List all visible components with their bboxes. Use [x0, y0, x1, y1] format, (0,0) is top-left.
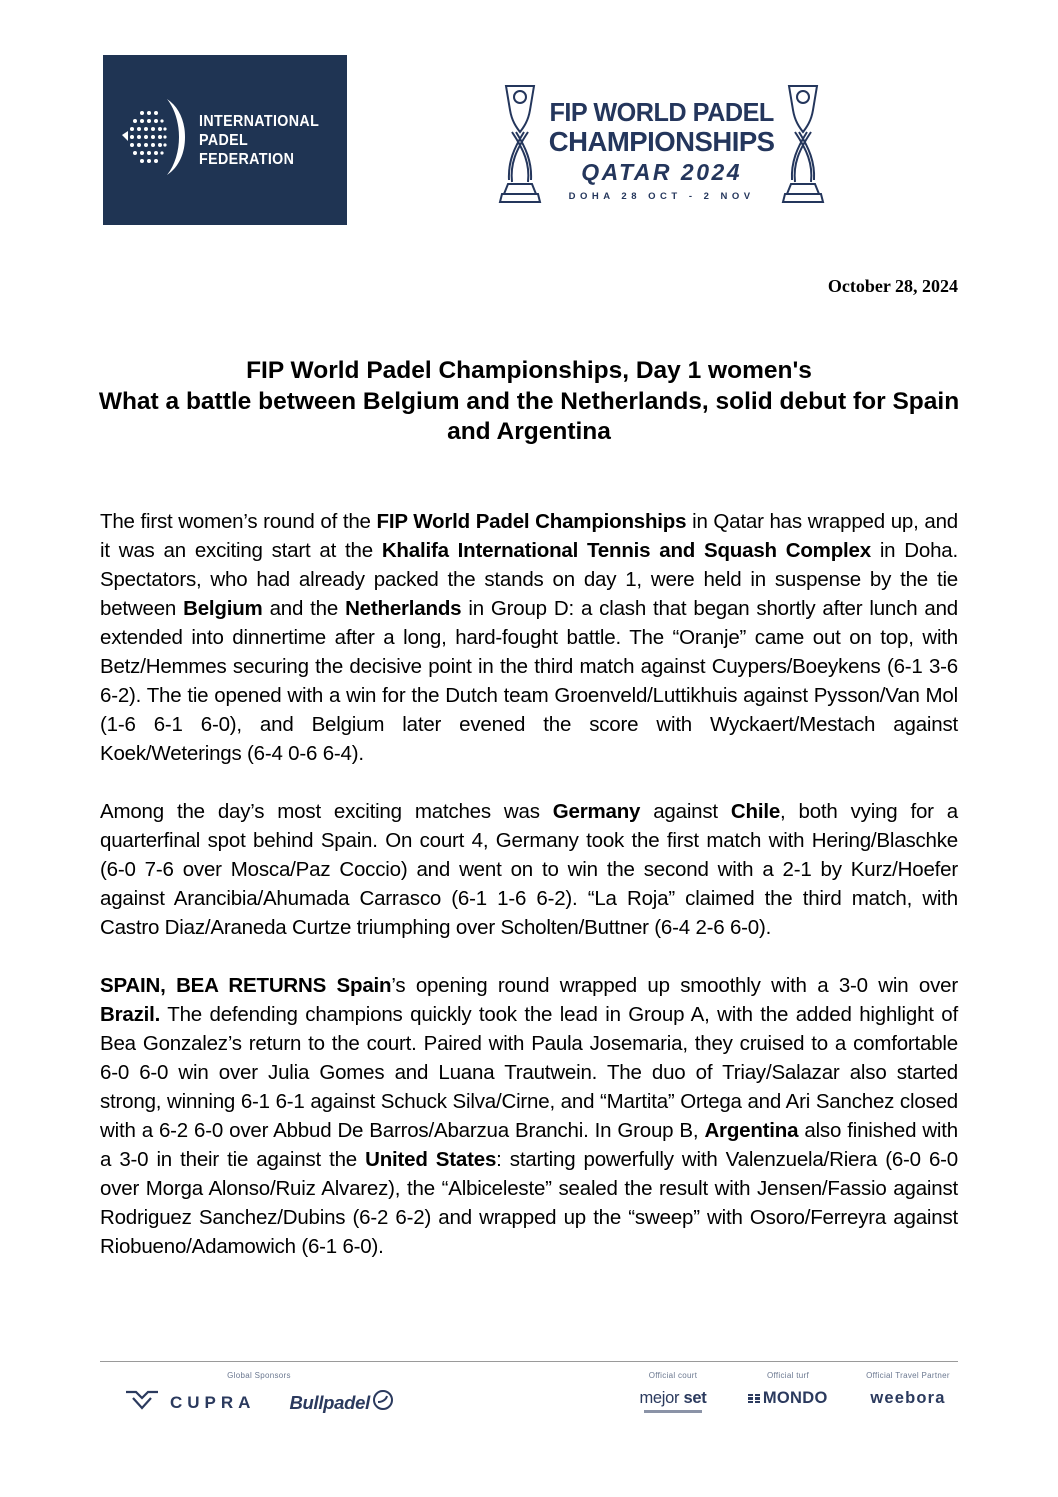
- title-line-3: and Argentina: [447, 418, 611, 445]
- ipf-line-2: PADEL: [198, 131, 248, 149]
- official-travel-partner-label: Official Travel Partner: [866, 1371, 950, 1380]
- ipf-logo-text: [199, 112, 319, 169]
- footer-divider: [100, 1361, 958, 1362]
- event-line-1: FIP WORLD PADEL: [549, 96, 774, 127]
- event-line-2: CHAMPIONSHIPS: [548, 125, 775, 157]
- bullpadel-emblem-icon: [372, 1389, 394, 1416]
- bullpadel-logo: [289, 1389, 394, 1416]
- paragraph-3: SPAIN, BEA RETURNS Spain’s opening round wrapped up smoothly with a 3-0 win over Brazil. The defending champions quickly took the lead in Group A, with the added highlight of Bea Gonzalez’s return to the court. Paired with Paula Josemaria, they cruised to a comfortable 6-0 6-0 win over Julia Gomes and Luana Trautwein. The duo of Triay/Salazar also started strong, winning 6-1 6-1 against Schuck Silva/Cirne, and “Martita” Ortega and Ari Sanchez closed with a 6-2 6-0 over Abbud De Barros/Abarzua Branchi. In Group B, Argentina also finished with a 3-0 in their tie against the United States: starting powerfully with Valenzuela/Riera (6-0 6-0 over Morga Alonso/Ruiz Alvarez), the “Albiceleste” sealed the result with Jensen/Fassio against Rodriguez Sanchez/Dubins (6-2 6-2) and wrapped up the “sweep” with Osoro/Ferreyra against Riobueno/Adamowich (6-1 6-0).: [100, 974, 958, 1258]
- cupra-wordmark: CUPRA: [169, 1392, 256, 1412]
- mondo-logo: [736, 1389, 840, 1408]
- article-body: [100, 507, 958, 1290]
- document-date: October 28, 2024: [827, 276, 958, 296]
- global-sponsors-label: Global Sponsors: [227, 1371, 291, 1380]
- cupra-logo: [124, 1389, 255, 1416]
- mejorset-word-2: set: [683, 1389, 707, 1407]
- ipf-dots-icon: [121, 97, 187, 184]
- sponsor-group-court: [612, 1371, 734, 1413]
- mejorset-word-1: mejor: [639, 1389, 680, 1407]
- event-line-4: DOHA 28 OCT - 2 NOV: [568, 191, 755, 202]
- event-logo-text: [546, 96, 777, 202]
- paragraph-1: The first women’s round of the FIP World Padel Championships in Qatar has wrapped up, and it was an exciting start at the Khalifa International Tennis and Squash Complex in Doha. Spectators, who had already packed the stands on day 1, were held in suspense by the tie between Belgium and the Netherlands in Group D: a clash that began shortly after lunch and extended into dinnertime after a long, hard-fought battle. The “Oranje” came out on top, with Betz/Hemmes securing the decisive point in the third match against Cuypers/Boeykens (6-1 3-6 6-2). The tie opened with a win for the Dutch team Groenveld/Luttikhuis against Pysson/Van Mol (1-6 6-1 6-0), and Belgium later evened the score with Wyckaert/Mestach against Koek/Weterings (6-4 0-6 6-4).: [100, 510, 958, 765]
- event-logo: [494, 80, 820, 220]
- sponsor-group-global: [100, 1371, 418, 1416]
- title-line-1: FIP World Padel Championships, Day 1 women's: [246, 357, 812, 384]
- page-title: [98, 356, 960, 448]
- sponsor-group-turf: [736, 1371, 840, 1408]
- title-line-2: What a battle between Belgium and the Netherlands, solid debut for Spain: [98, 387, 960, 415]
- weebora-logo: weebora: [870, 1389, 946, 1407]
- ipf-line-1: INTERNATIONAL: [198, 112, 319, 130]
- ipf-line-3: FEDERATION: [198, 150, 295, 168]
- paragraph-2: Among the day’s most exciting matches was Germany against Chile, both vying for a quarterfinal spot behind Spain. On court 4, Germany took the first match with Hering/Blaschke (6-0 7-6 over Mosca/Paz Coccio) and went on to win the second with a 2-1 by Kurz/Hoefer against Arancibia/Ahumada Carrasco (6-1 1-6 6-2). “La Roja” claimed the third match, with Castro Diaz/Araneda Curtze triumphing over Scholten/Buttner (6-4 2-6 6-0).: [100, 800, 958, 939]
- official-turf-label: Official turf: [767, 1371, 809, 1380]
- mejorset-logo: [639, 1389, 706, 1413]
- bullpadel-wordmark: Bullpadel: [289, 1391, 370, 1413]
- ipf-logo: [103, 55, 347, 225]
- cupra-emblem-icon: [124, 1389, 160, 1416]
- mondo-bars-icon: [748, 1394, 760, 1404]
- event-line-3: QATAR 2024: [581, 159, 743, 185]
- trophy-left-icon: [494, 80, 546, 221]
- mondo-wordmark: MONDO: [762, 1389, 828, 1407]
- sponsor-group-travel: [850, 1371, 966, 1408]
- trophy-right-icon: [777, 80, 829, 221]
- mejorset-tagline: [644, 1410, 702, 1413]
- official-court-label: Official court: [648, 1371, 698, 1380]
